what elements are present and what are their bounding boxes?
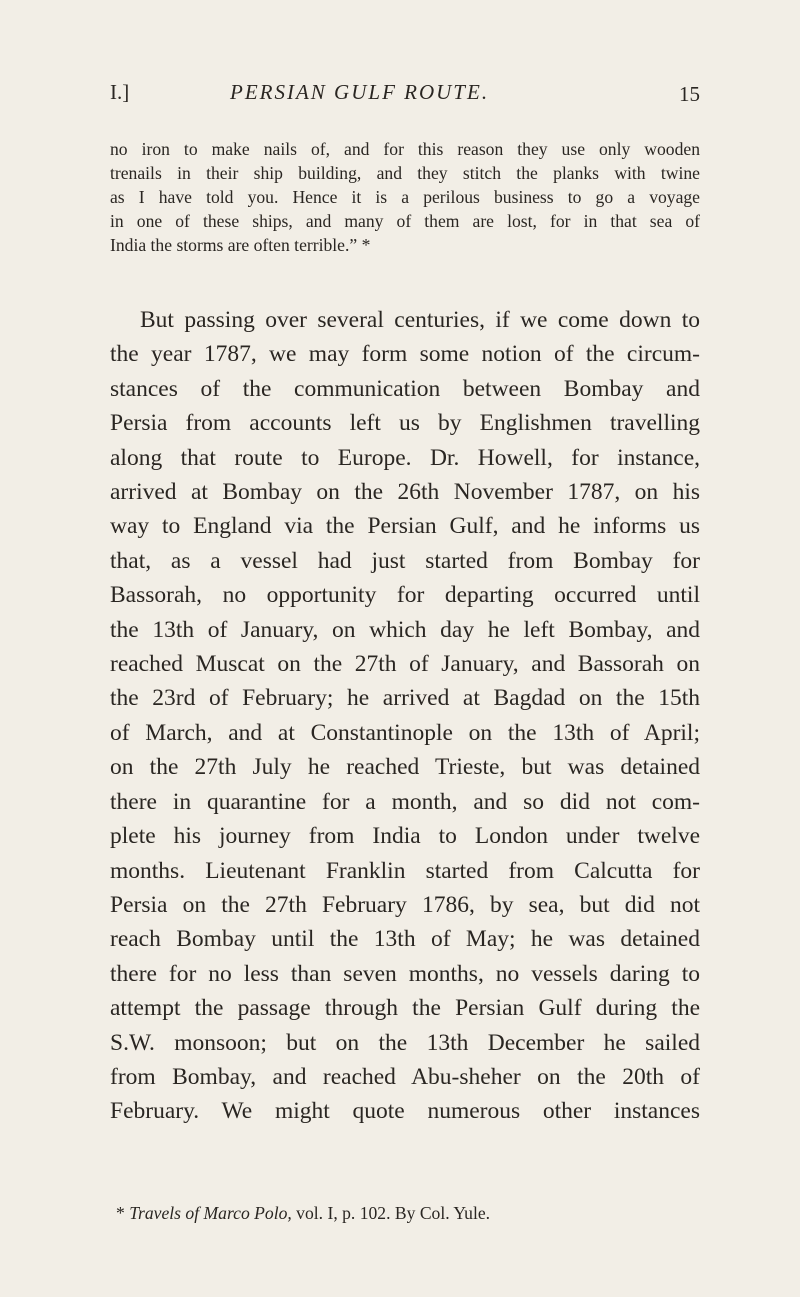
body-line: Persia on the 27th February 1786, by sea, but did not xyxy=(110,891,700,918)
body-line: from Bombay, and reached Abu-sheher on the 20th of xyxy=(110,1063,700,1090)
body-line: Bassorah, no opportunity for departing occurred until xyxy=(110,582,700,609)
chapter-number: I.] xyxy=(110,80,130,104)
body-line: the year 1787, we may form some notion of the circum- xyxy=(110,341,700,368)
main-paragraph xyxy=(110,303,700,1129)
body-line: stances of the communication between Bombay and xyxy=(110,375,700,402)
footnote-book-title: Travels of Marco Polo, xyxy=(129,1203,292,1223)
footnote-mark: * xyxy=(116,1203,125,1223)
quote-line: India the storms are often terrible.” * xyxy=(110,235,371,255)
footnote-citation: vol. I, p. 102. By Col. Yule. xyxy=(291,1203,491,1223)
page-header xyxy=(110,78,700,108)
page-number: 15 xyxy=(679,82,700,106)
body-line: there for no less than seven months, no vessels daring to xyxy=(110,960,700,987)
body-line: on the 27th July he reached Trieste, but was detained xyxy=(110,754,700,781)
body-line: reach Bombay until the 13th of May; he was detained xyxy=(110,926,700,953)
body-line: that, as a vessel had just started from Bombay for xyxy=(110,547,700,574)
running-title: PERSIAN GULF ROUTE. xyxy=(230,80,490,104)
body-line: attempt the passage through the Persian Gulf during the xyxy=(110,995,700,1022)
body-line: along that route to Europe. Dr. Howell, for instance, xyxy=(110,444,700,471)
body-line: reached Muscat on the 27th of January, and Bassorah on xyxy=(110,651,700,678)
quote-line: no iron to make nails of, and for this reason they use only wooden xyxy=(110,139,700,159)
body-line: months. Lieutenant Franklin started from Calcutta for xyxy=(110,857,700,884)
quote-line: trenails in their ship building, and they stitch the planks with twine xyxy=(110,163,700,183)
body-line: Persia from accounts left us by Englishmen travelling xyxy=(110,410,700,437)
body-line: plete his journey from India to London under twelve xyxy=(110,823,700,850)
body-line: But passing over several centuries, if we come down to xyxy=(140,307,700,333)
footnote xyxy=(110,1203,700,1224)
body-line: February. We might quote numerous other instances xyxy=(110,1098,700,1125)
body-line: there in quarantine for a month, and so did not com- xyxy=(110,788,700,815)
body-line: way to England via the Persian Gulf, and he informs us xyxy=(110,513,700,540)
body-line: of March, and at Constantinople on the 13th of April; xyxy=(110,719,700,746)
quoted-passage xyxy=(110,137,700,257)
body-line: S.W. monsoon; but on the 13th December he sailed xyxy=(110,1029,700,1056)
body-line: arrived at Bombay on the 26th November 1787, on his xyxy=(110,479,700,506)
body-line: the 13th of January, on which day he left Bombay, and xyxy=(110,616,700,643)
quote-line: in one of these ships, and many of them are lost, for in that sea of xyxy=(110,211,700,231)
body-line: the 23rd of February; he arrived at Bagdad on the 15th xyxy=(110,685,700,712)
quote-line: as I have told you. Hence it is a perilous business to go a voyage xyxy=(110,187,700,207)
